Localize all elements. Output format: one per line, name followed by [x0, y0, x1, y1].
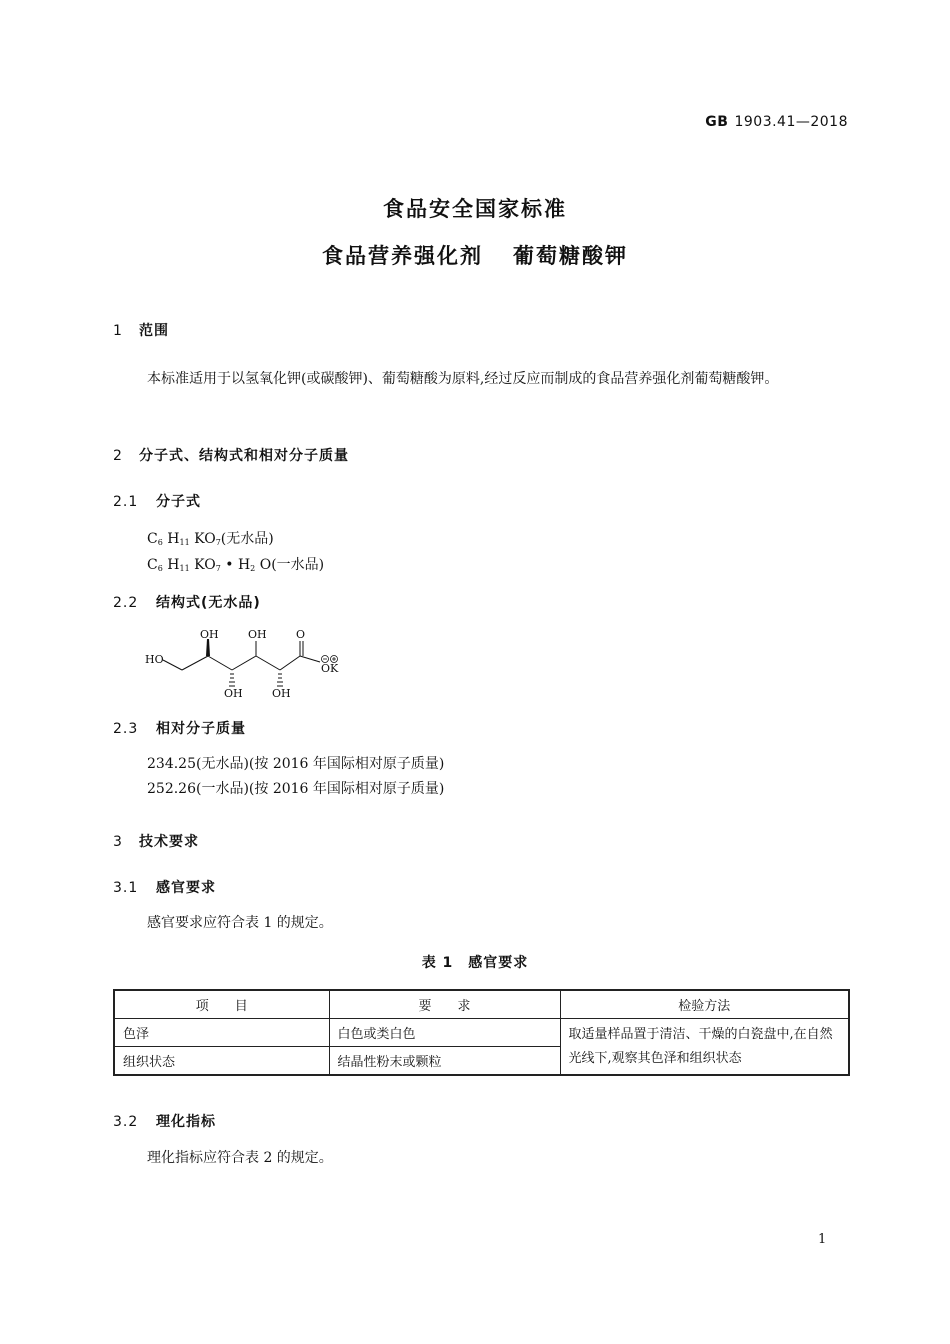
header-method: 检验方法	[560, 990, 849, 1019]
molar-mass-monohydrate: 252.26(一水品)(按 2016 年国际相对原子质量)	[147, 781, 445, 797]
bond-3	[208, 656, 232, 670]
section-3-1-text: 感官要求应符合表 1 的规定。	[147, 915, 333, 931]
cell-requirement: 白色或类白色	[329, 1019, 560, 1047]
cell-requirement: 结晶性粉末或颗粒	[329, 1047, 560, 1076]
section-1-text: 本标准适用于以氢氧化钾(或碳酸钾)、葡萄糖酸为原料,经过反应而制成的食品营养强化剂葡萄糖酸钾。	[147, 371, 779, 387]
wedge-oh-top1	[206, 639, 210, 656]
cell-item: 组织状态	[114, 1047, 329, 1076]
table-row	[114, 1019, 849, 1047]
subtitle-part-1: 食品营养强化剂	[322, 244, 483, 268]
section-2-1-heading: 2.1 分子式	[113, 494, 201, 510]
section-2-2-heading: 2.2 结构式(无水品)	[113, 595, 261, 611]
hash-oh-bot1	[229, 674, 235, 686]
bond-4	[232, 656, 256, 670]
label-oh-bot1: OH	[224, 687, 243, 700]
header-requirement: 要 求	[329, 990, 560, 1019]
formula-monohydrate: $C_6$ $H_{11}$ $KO_7$ • $H_2$ O(一水品)	[147, 557, 325, 573]
bond-6	[280, 656, 300, 670]
label-oh-bot2: OH	[272, 687, 291, 700]
cell-item: 色泽	[114, 1019, 329, 1047]
section-2-3-heading: 2.3 相对分子质量	[113, 721, 246, 737]
table-1-caption: 表 1 感官要求	[421, 955, 529, 971]
bond-5	[256, 656, 280, 670]
formula-anhydrous: $C_6$ $H_{11}$ $KO_7$(无水品)	[147, 531, 274, 547]
section-3-2-heading: 3.2 理化指标	[113, 1114, 216, 1130]
standard-code	[705, 114, 848, 130]
label-ok: OK	[321, 662, 339, 675]
table-header-row	[114, 990, 849, 1019]
bond-7	[300, 656, 320, 662]
standard-prefix: GB	[705, 114, 729, 130]
standard-number: 1903.41—2018	[734, 114, 848, 130]
subtitle-part-2: 葡萄糖酸钾	[513, 244, 628, 268]
page-number: 1	[818, 1232, 827, 1247]
section-3-2-text: 理化指标应符合表 2 的规定。	[147, 1150, 333, 1166]
molar-mass-anhydrous: 234.25(无水品)(按 2016 年国际相对原子质量)	[147, 756, 445, 772]
header-item: 项 目	[114, 990, 329, 1019]
document-subtitle	[0, 240, 950, 270]
cell-method: 取适量样品置于清洁、干燥的白瓷盘中,在自然光线下,观察其色泽和组织状态	[560, 1019, 849, 1076]
label-oh-top1: OH	[200, 628, 219, 641]
structural-formula	[140, 624, 360, 704]
label-oh-top2: OH	[248, 628, 267, 641]
section-2-heading: 2 分子式、结构式和相对分子质量	[113, 448, 349, 464]
sensory-requirements-table	[113, 989, 850, 1076]
document-title: 食品安全国家标准	[383, 197, 567, 221]
bond-2	[182, 656, 208, 670]
hash-oh-bot2	[277, 674, 283, 686]
section-3-1-heading: 3.1 感官要求	[113, 880, 216, 896]
bond-1	[163, 660, 182, 670]
section-3-heading: 3 技术要求	[113, 834, 199, 850]
label-ho-left: HO	[145, 653, 164, 666]
label-o-top: O	[296, 628, 306, 641]
section-1-heading: 1 范围	[113, 323, 169, 339]
